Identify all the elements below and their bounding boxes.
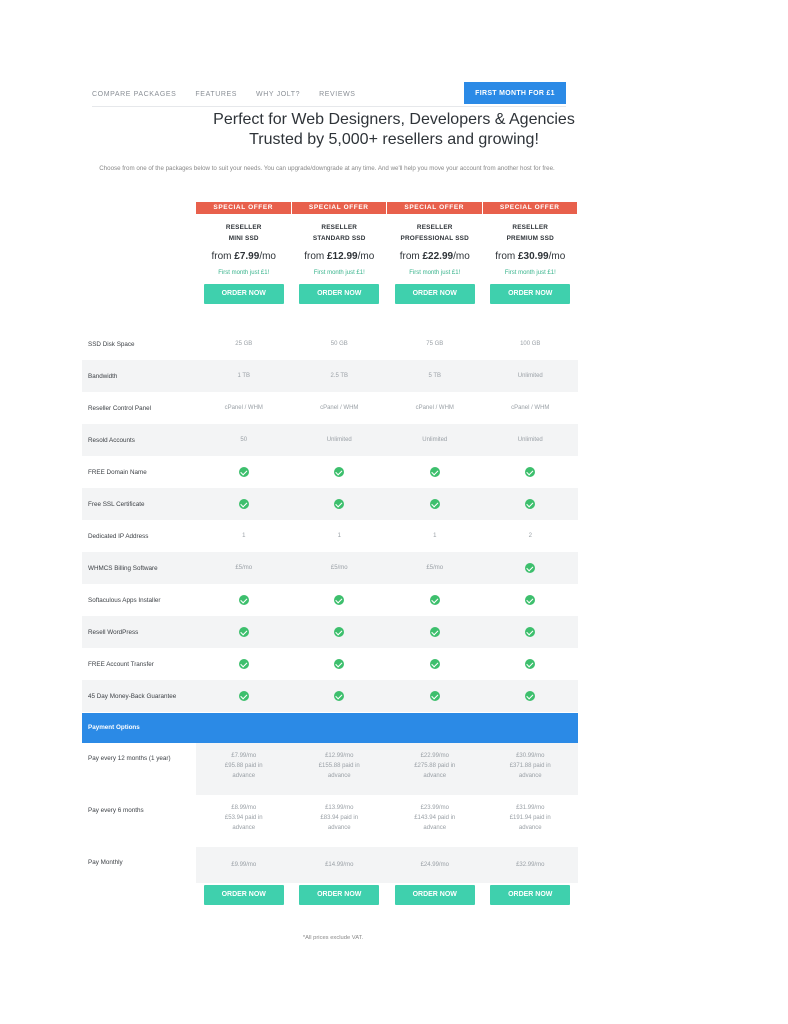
- feature-cell: [483, 467, 579, 477]
- feature-label: Free SSL Certificate: [88, 500, 145, 508]
- feature-table: [82, 328, 578, 712]
- payment-cell-line: £23.99/mo: [420, 805, 449, 811]
- payment-cell-line: £22.99/mo: [420, 753, 449, 759]
- check-icon: [525, 627, 535, 637]
- payment-cell-line: £13.99/mo: [325, 805, 354, 811]
- plan-price: from £7.99/mo: [211, 251, 276, 262]
- payment-cell: [196, 795, 292, 847]
- table-row: [82, 392, 578, 424]
- intro-text: Choose from one of the packages below to suit your needs. You can upgrade/downgrade at any time. And we'll help you move your account from another host for free.: [99, 165, 555, 172]
- table-row: [82, 520, 578, 552]
- plan-premium-ssd: [483, 202, 579, 322]
- feature-cell: Unlimited: [517, 437, 543, 443]
- payment-cell-line: £12.99/mo: [325, 753, 354, 759]
- check-icon: [239, 499, 249, 509]
- payment-cell-line: £8.99/mo: [231, 805, 257, 811]
- special-offer-badge: SPECIAL OFFER: [196, 202, 291, 214]
- payment-cell: [292, 795, 388, 847]
- payment-cell: [387, 847, 483, 883]
- top-navigation: [92, 82, 566, 106]
- feature-cell: Unlimited: [422, 437, 448, 443]
- payment-cell-line: £24.99/mo: [420, 862, 449, 868]
- check-icon: [525, 467, 535, 477]
- check-icon: [239, 627, 249, 637]
- check-icon: [430, 627, 440, 637]
- feature-cell: cPanel / WHM: [511, 405, 550, 411]
- order-now-button[interactable]: ORDER NOW: [490, 885, 570, 905]
- feature-label: Reseller Control Panel: [88, 404, 151, 412]
- check-icon: [430, 595, 440, 605]
- plan-mini-ssd: [196, 202, 292, 322]
- order-now-button[interactable]: ORDER NOW: [204, 284, 284, 304]
- first-month-button[interactable]: FIRST MONTH FOR £1: [464, 82, 566, 104]
- payment-options-header: [82, 713, 578, 743]
- payment-cell: [387, 795, 483, 847]
- feature-cell: 1 TB: [237, 373, 251, 379]
- feature-cell: [483, 499, 579, 509]
- feature-cell: [196, 691, 292, 701]
- feature-label: Dedicated IP Address: [88, 532, 149, 540]
- order-now-button[interactable]: ORDER NOW: [299, 885, 379, 905]
- payment-label: Pay every 12 months (1 year): [88, 755, 171, 762]
- check-icon: [334, 499, 344, 509]
- feature-cell: [387, 659, 483, 669]
- feature-cell: 2: [528, 533, 532, 539]
- feature-cell: 50: [240, 437, 248, 443]
- headline-line-2: Trusted by 5,000+ resellers and growing!: [249, 131, 539, 148]
- order-now-button[interactable]: ORDER NOW: [395, 885, 475, 905]
- payment-label: Pay Monthly: [88, 859, 123, 866]
- feature-cell: [292, 659, 388, 669]
- check-icon: [334, 627, 344, 637]
- feature-cell: £5/mo: [330, 565, 348, 571]
- feature-cell: [483, 627, 579, 637]
- check-icon: [525, 659, 535, 669]
- payment-cell-line: £83.94 paid in: [320, 815, 359, 821]
- feature-cell: Unlimited: [517, 373, 543, 379]
- payment-cell-line: advance: [327, 825, 351, 831]
- bottom-order-buttons: [196, 885, 578, 905]
- payment-cell-line: £53.94 paid in: [224, 815, 263, 821]
- plan-professional-ssd: [387, 202, 483, 322]
- feature-cell: £5/mo: [235, 565, 253, 571]
- table-row: [82, 328, 578, 360]
- table-row: [82, 456, 578, 488]
- nav-why-jolt[interactable]: WHY JOLT?: [256, 90, 301, 98]
- check-icon: [525, 595, 535, 605]
- first-month-note: First month just £1!: [504, 270, 556, 276]
- feature-cell: 100 GB: [520, 341, 541, 347]
- special-offer-badge: SPECIAL OFFER: [483, 202, 578, 214]
- plan-price: from £22.99/mo: [399, 251, 470, 262]
- payment-cell: [483, 743, 579, 795]
- vat-footnote: *All prices exclude VAT.: [302, 935, 364, 941]
- feature-cell: [292, 627, 388, 637]
- payment-cell-line: £7.99/mo: [231, 753, 257, 759]
- feature-cell: [196, 595, 292, 605]
- check-icon: [430, 691, 440, 701]
- nav-divider: [92, 106, 566, 107]
- nav-compare-packages[interactable]: COMPARE PACKAGES: [92, 90, 177, 98]
- payment-cell-line: advance: [327, 773, 351, 779]
- payment-cell: [292, 847, 388, 883]
- feature-label: Resold Accounts: [88, 436, 135, 444]
- feature-cell: [387, 499, 483, 509]
- feature-cell: [387, 595, 483, 605]
- feature-cell: cPanel / WHM: [320, 405, 359, 411]
- feature-label: FREE Domain Name: [88, 468, 147, 476]
- payment-cell: [196, 847, 292, 883]
- feature-label: SSD Disk Space: [88, 340, 135, 348]
- payment-options-label: Payment Options: [88, 724, 140, 731]
- plan-price: from £30.99/mo: [495, 251, 566, 262]
- plan-name: RESELLER PREMIUM SSD: [506, 224, 554, 242]
- payment-cell: [483, 795, 579, 847]
- plan-name: RESELLER PROFESSIONAL SSD: [400, 224, 469, 242]
- table-row: [82, 552, 578, 584]
- plan-price: from £12.99/mo: [304, 251, 375, 262]
- feature-cell: 2.5 TB: [330, 373, 349, 379]
- feature-cell: [387, 627, 483, 637]
- payment-cell: [387, 743, 483, 795]
- feature-cell: 1: [337, 533, 341, 539]
- check-icon: [334, 595, 344, 605]
- payment-cell-line: advance: [518, 773, 542, 779]
- feature-label: Resell WordPress: [88, 628, 139, 636]
- feature-cell: cPanel / WHM: [224, 405, 263, 411]
- feature-label: WHMCS Billing Software: [88, 564, 158, 572]
- order-now-button[interactable]: ORDER NOW: [204, 885, 284, 905]
- special-offer-badge: SPECIAL OFFER: [387, 202, 482, 214]
- feature-cell: [292, 595, 388, 605]
- table-row: [82, 424, 578, 456]
- payment-cell: [292, 743, 388, 795]
- payment-cell-line: £31.99/mo: [516, 805, 545, 811]
- feature-cell: [292, 467, 388, 477]
- feature-cell: Unlimited: [326, 437, 352, 443]
- payment-cell-line: £155.88 paid in: [318, 763, 360, 769]
- feature-cell: 25 GB: [235, 341, 253, 347]
- feature-cell: [387, 691, 483, 701]
- payment-cell-line: £143.94 paid in: [414, 815, 456, 821]
- feature-cell: [196, 627, 292, 637]
- first-month-note: First month just £1!: [218, 270, 270, 276]
- check-icon: [239, 659, 249, 669]
- feature-cell: [292, 691, 388, 701]
- first-month-note: First month just £1!: [313, 270, 365, 276]
- payment-cell-line: £32.99/mo: [516, 862, 545, 868]
- payment-row: [82, 795, 578, 847]
- order-now-button[interactable]: ORDER NOW: [395, 284, 475, 304]
- feature-label: Softaculous Apps Installer: [88, 596, 161, 604]
- first-month-note: First month just £1!: [409, 270, 461, 276]
- feature-cell: [483, 659, 579, 669]
- feature-cell: 5 TB: [428, 373, 442, 379]
- feature-cell: [387, 467, 483, 477]
- check-icon: [239, 595, 249, 605]
- feature-cell: 1: [433, 533, 437, 539]
- order-now-button[interactable]: ORDER NOW: [299, 284, 379, 304]
- feature-cell: £5/mo: [426, 565, 444, 571]
- plan-standard-ssd: [292, 202, 388, 322]
- page-headline: [61, 110, 727, 150]
- check-icon: [334, 691, 344, 701]
- table-row: [82, 584, 578, 616]
- plan-name: RESELLER MINI SSD: [225, 224, 262, 242]
- feature-cell: [483, 563, 579, 573]
- payment-cell-line: £30.99/mo: [516, 753, 545, 759]
- check-icon: [430, 499, 440, 509]
- special-offer-badge: SPECIAL OFFER: [292, 202, 387, 214]
- check-icon: [430, 659, 440, 669]
- feature-cell: [196, 467, 292, 477]
- payment-cell-line: £191.94 paid in: [509, 815, 551, 821]
- plan-name: RESELLER STANDARD SSD: [312, 224, 366, 242]
- table-row: [82, 680, 578, 712]
- feature-label: FREE Account Transfer: [88, 660, 154, 668]
- payment-cell-line: £371.88 paid in: [509, 763, 551, 769]
- payment-cell-line: £95.88 paid in: [224, 763, 263, 769]
- feature-cell: 50 GB: [330, 341, 348, 347]
- check-icon: [525, 563, 535, 573]
- check-icon: [239, 467, 249, 477]
- feature-cell: 1: [242, 533, 246, 539]
- payment-cell: [196, 743, 292, 795]
- check-icon: [430, 467, 440, 477]
- payment-cell-line: £14.99/mo: [325, 862, 354, 868]
- table-row: [82, 488, 578, 520]
- feature-cell: [196, 659, 292, 669]
- headline-line-1: Perfect for Web Designers, Developers & Agencies: [213, 111, 575, 128]
- payment-row: [82, 847, 578, 883]
- feature-cell: [483, 595, 579, 605]
- check-icon: [334, 659, 344, 669]
- table-row: [82, 616, 578, 648]
- payment-label: Pay every 6 months: [88, 807, 144, 814]
- payment-cell-line: advance: [423, 773, 447, 779]
- plan-headers: [196, 202, 578, 322]
- payment-cell: [483, 847, 579, 883]
- payment-cell-line: advance: [232, 825, 256, 831]
- payment-cell-line: advance: [232, 773, 256, 779]
- feature-label: 45 Day Money-Back Guarantee: [88, 692, 177, 700]
- nav-reviews[interactable]: REVIEWS: [319, 90, 356, 98]
- check-icon: [239, 691, 249, 701]
- payment-cell-line: advance: [518, 825, 542, 831]
- feature-cell: [483, 691, 579, 701]
- feature-cell: [196, 499, 292, 509]
- feature-cell: cPanel / WHM: [415, 405, 454, 411]
- payment-row: [82, 743, 578, 795]
- payment-cell-line: £275.88 paid in: [414, 763, 456, 769]
- check-icon: [334, 467, 344, 477]
- feature-cell: [292, 499, 388, 509]
- feature-cell: 75 GB: [426, 341, 444, 347]
- table-row: [82, 648, 578, 680]
- feature-label: Bandwidth: [88, 372, 118, 380]
- check-icon: [525, 691, 535, 701]
- order-now-button[interactable]: ORDER NOW: [490, 284, 570, 304]
- table-row: [82, 360, 578, 392]
- payment-cell-line: £9.99/mo: [231, 862, 257, 868]
- check-icon: [525, 499, 535, 509]
- payment-cell-line: advance: [423, 825, 447, 831]
- nav-features[interactable]: FEATURES: [195, 90, 238, 98]
